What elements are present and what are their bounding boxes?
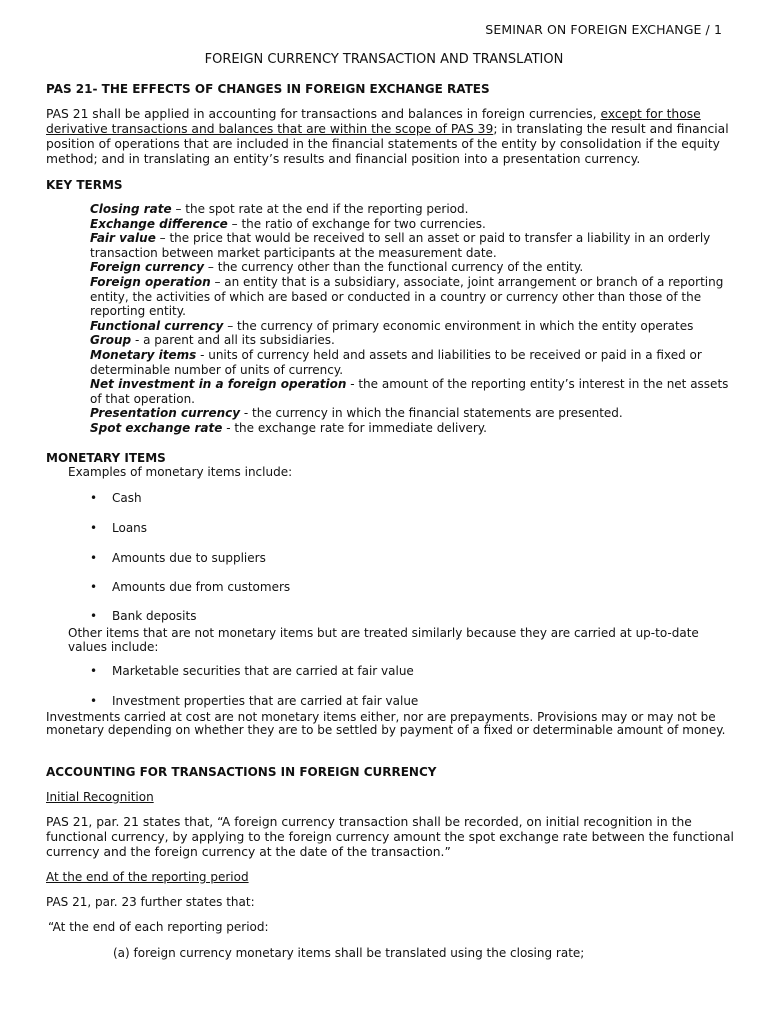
term-foreign-currency — [90, 260, 740, 275]
list-item — [90, 664, 414, 678]
bullet-marker: • — [90, 694, 98, 708]
list-item — [90, 521, 147, 535]
monetary-examples-intro: Examples of monetary items include: — [68, 465, 293, 479]
bullet-marker: • — [90, 491, 98, 505]
term-group — [90, 333, 740, 348]
term-definition: - units of currency held and assets and liabilities to be received or paid in a fixed or determinable number of units of currency. — [90, 347, 702, 377]
term-name: Presentation currency — [90, 406, 241, 421]
bullet-marker: • — [90, 521, 98, 535]
term-name: Spot exchange rate — [90, 420, 223, 435]
initial-recognition-heading: Initial Recognition — [46, 790, 154, 804]
term-definition: – the currency of primary economic environment in which the entity operates — [223, 318, 694, 333]
initial-recognition-text: PAS 21, par. 21 states that, “A foreign currency transaction shall be recorded, on initial recognition in the functional currency, by applying to the foreign currency amount the spot exchange rate between the functional currency and the foreign currency at the date of the transaction.” — [46, 815, 734, 859]
key-terms-list — [90, 202, 740, 436]
pas21-intro-end: ; in translating the result and financial position of operations that are included in the financial statements of the entity by consolidation if the equity method; and in translating an entity’s results and financial position into a presentation currency. — [46, 122, 729, 166]
list-item-text: Marketable securities that are carried at fair value — [112, 664, 414, 678]
term-definition: - a parent and all its subsidiaries. — [131, 333, 335, 348]
key-terms-heading: KEY TERMS — [46, 178, 123, 192]
list-item — [90, 491, 142, 505]
pas21-intro-exception: except for those derivative transactions and balances that are within the scope of PAS 39 — [46, 107, 701, 136]
bullet-marker: • — [90, 664, 98, 678]
term-functional-currency — [90, 319, 740, 334]
term-exchange-difference — [90, 217, 740, 232]
term-name: Exchange difference — [90, 216, 228, 231]
term-definition: – the price that would be received to sell an asset or paid to transfer a liability in an orderly transaction between market participants at the measurement date. — [90, 231, 711, 260]
bullet-marker: • — [90, 609, 98, 623]
term-definition: - the currency in which the financial statements are presented. — [240, 406, 623, 421]
pas21-intro-start: PAS 21 shall be applied in accounting for transactions and balances in foreign currencies, — [46, 107, 601, 121]
term-net-investment — [90, 377, 740, 406]
running-header: SEMINAR ON FOREIGN EXCHANGE / 1 — [485, 22, 722, 37]
list-item-text: Amounts due from customers — [112, 580, 291, 594]
term-closing-rate — [90, 202, 740, 217]
term-definition: - the amount of the reporting entity’s interest in the net assets of that operation. — [90, 377, 729, 406]
end-of-period-text: PAS 21, par. 23 further states that: — [46, 895, 255, 909]
list-item — [90, 609, 196, 623]
term-presentation-currency — [90, 406, 740, 421]
term-name: Group — [90, 333, 132, 348]
term-definition: - the exchange rate for immediate delivery. — [222, 420, 487, 435]
term-name: Closing rate — [90, 202, 172, 216]
term-definition: – the currency other than the functional currency of the entity. — [204, 260, 584, 275]
pas21-intro — [46, 107, 736, 167]
pas21-heading: PAS 21- THE EFFECTS OF CHANGES IN FOREIGN EXCHANGE RATES — [46, 82, 490, 96]
bullet-marker: • — [90, 580, 98, 594]
term-name: Foreign operation — [90, 274, 211, 289]
list-item — [90, 580, 290, 594]
term-definition: – the ratio of exchange for two currencies. — [227, 216, 486, 231]
term-name: Net investment in a foreign operation — [90, 377, 347, 392]
list-item — [90, 551, 266, 565]
document-title: FOREIGN CURRENCY TRANSACTION AND TRANSLATION — [204, 52, 564, 67]
term-name: Monetary items — [90, 347, 197, 362]
term-fair-value — [90, 231, 740, 260]
list-item-text: Bank deposits — [112, 609, 197, 623]
term-definition: – an entity that is a subsidiary, associate, joint arrangement or branch of a reporting entity, the activities of which are based or conducted in a country or currency other than those of the reporting entity. — [90, 274, 724, 319]
term-name: Functional currency — [90, 318, 224, 333]
term-spot-exchange-rate — [90, 421, 740, 436]
list-item-text: Cash — [112, 491, 142, 505]
list-item-text: Amounts due to suppliers — [112, 551, 266, 565]
list-item-text: Investment properties that are carried at fair value — [112, 694, 419, 708]
list-item — [90, 694, 418, 708]
accounting-heading: ACCOUNTING FOR TRANSACTIONS IN FOREIGN CURRENCY — [46, 765, 437, 779]
term-definition: – the spot rate at the end if the reporting period. — [171, 202, 469, 216]
term-foreign-operation — [90, 275, 740, 319]
end-of-period-heading: At the end of the reporting period — [46, 870, 249, 884]
monetary-other-intro: Other items that are not monetary items but are treated similarly because they are carried at up-to-date values include: — [68, 626, 699, 654]
term-name: Fair value — [90, 231, 156, 246]
monetary-items-heading: MONETARY ITEMS — [46, 451, 166, 465]
term-name: Foreign currency — [90, 260, 205, 275]
bullet-marker: • — [90, 551, 98, 565]
monetary-closing-paragraph: Investments carried at cost are not monetary items either, nor are prepayments. Provisions may or may not be monetary depending on whether they are to be settled by payment of a fixed or determinable amount of money. — [46, 710, 726, 738]
list-item-text: Loans — [112, 521, 148, 535]
item-a-line: (a) foreign currency monetary items shall be translated using the closing rate; — [113, 946, 585, 960]
term-monetary-items — [90, 348, 740, 377]
quote-open-line: “At the end of each reporting period: — [48, 920, 269, 934]
